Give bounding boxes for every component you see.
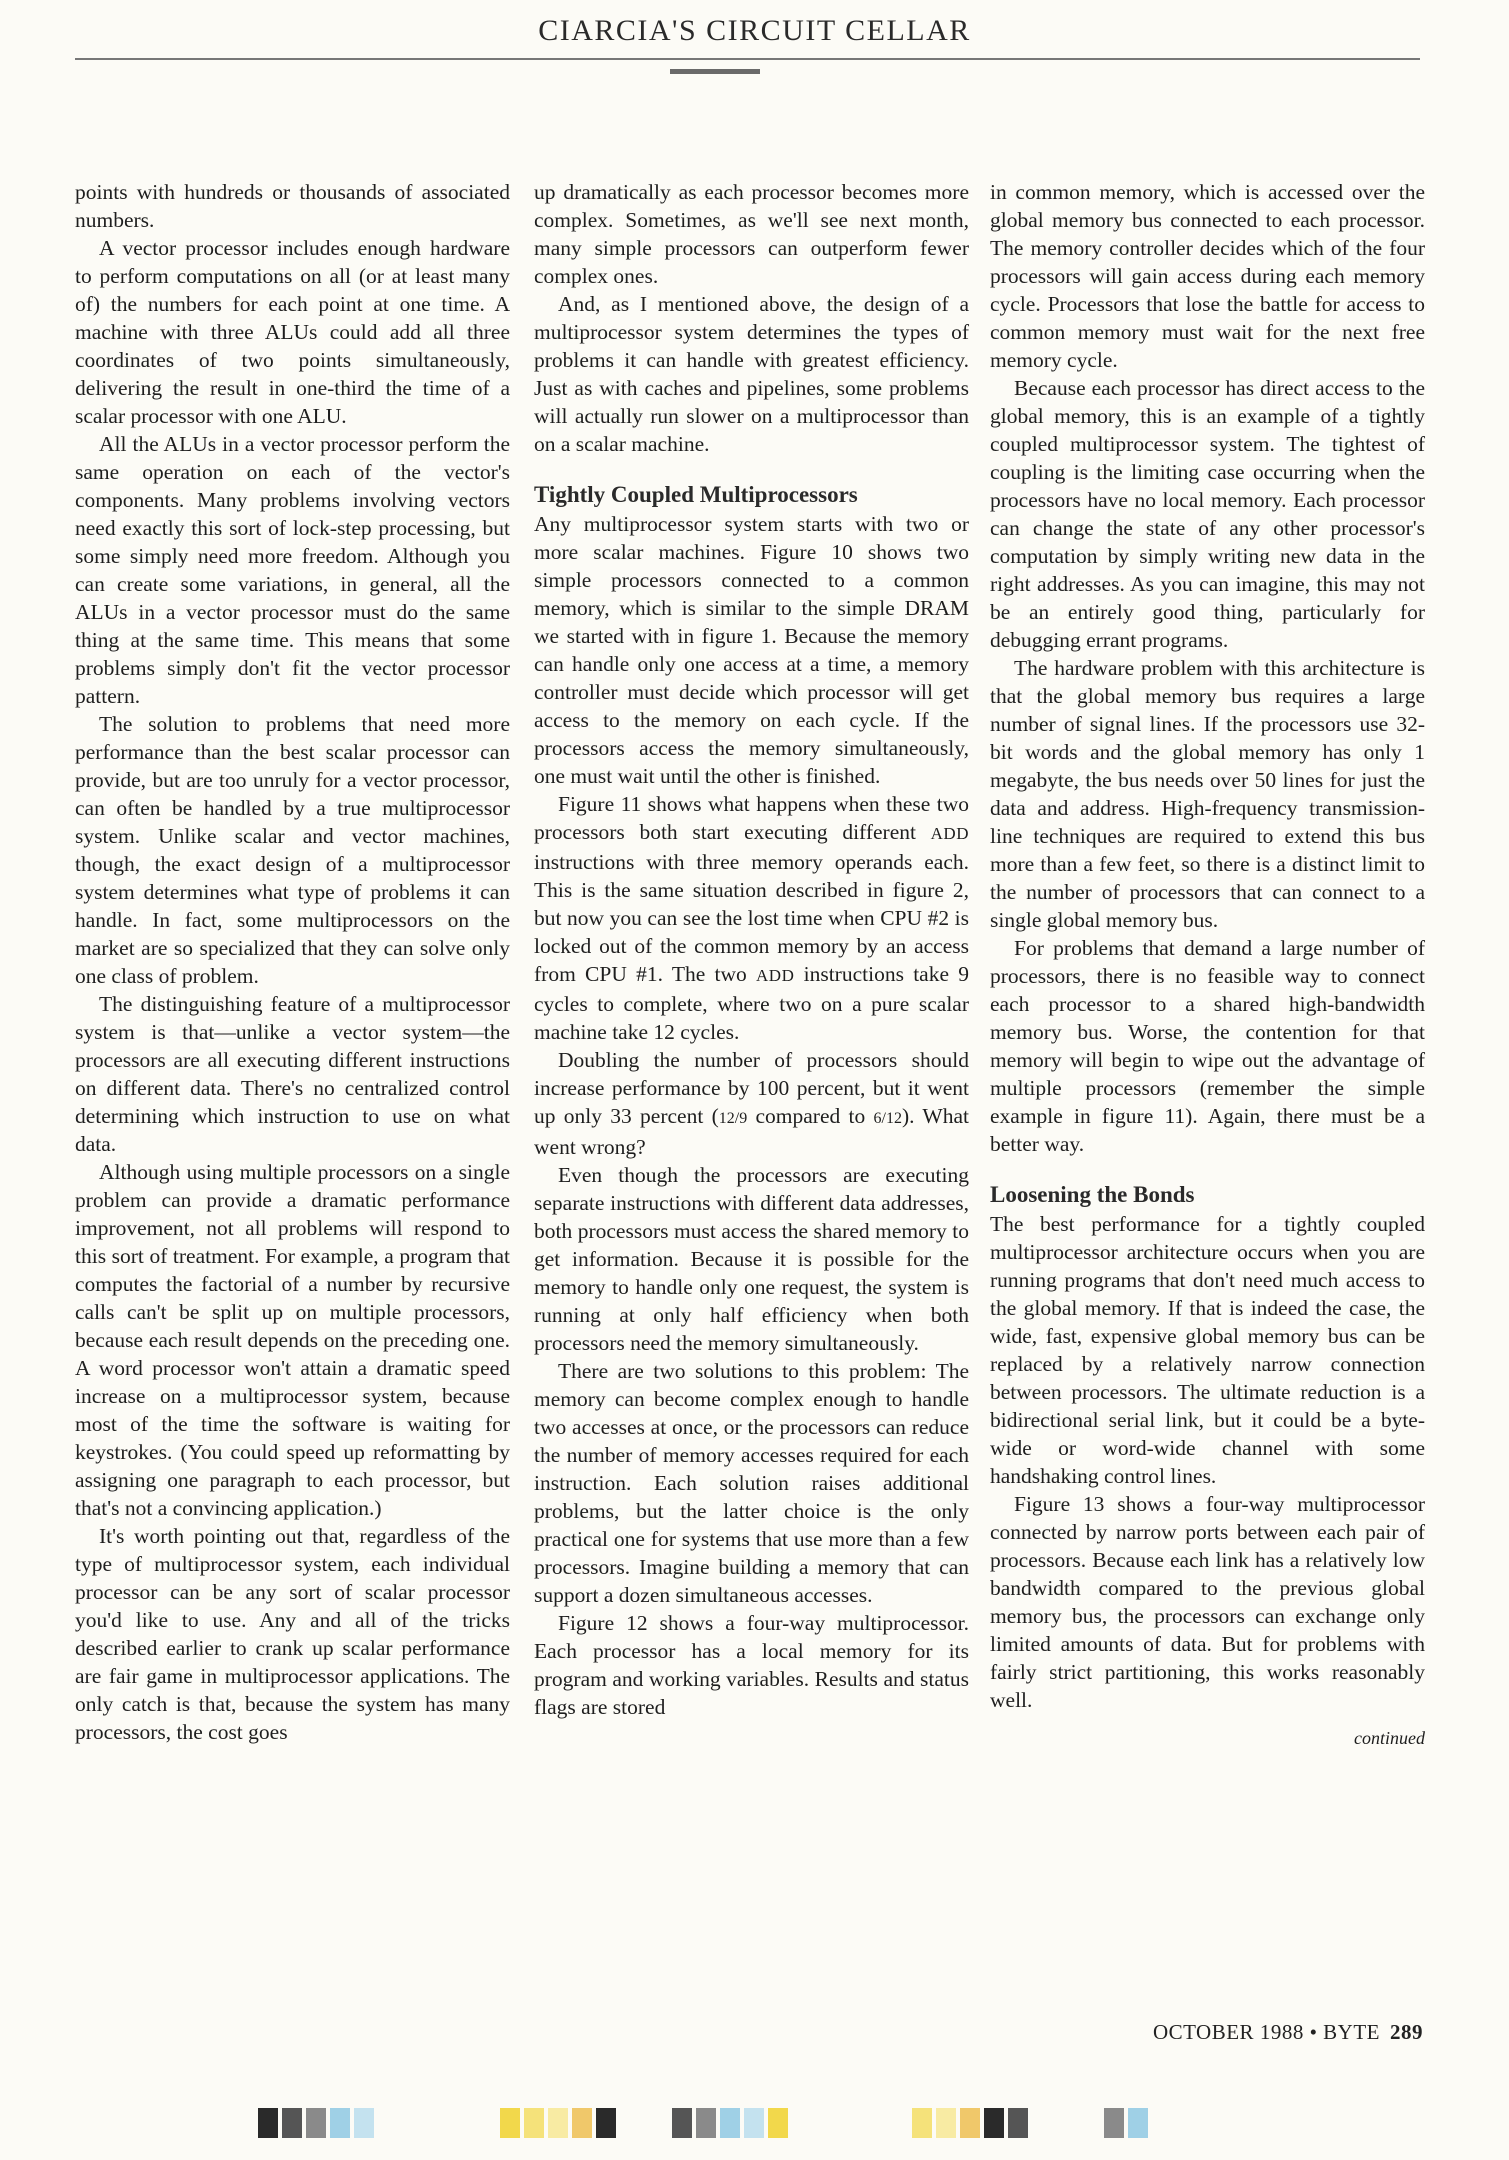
paragraph-segment: ADD: [756, 966, 795, 985]
header-rule: [75, 58, 1420, 60]
paragraph: up dramatically as each processor becomes more complex. Sometimes, as we'll see next month, many simple processors can outperform fewer complex ones.: [534, 180, 969, 288]
color-swatch: [984, 2108, 1004, 2138]
color-swatch: [330, 2108, 350, 2138]
color-swatch: [696, 2108, 716, 2138]
color-swatch: [768, 2108, 788, 2138]
page-footer: [1153, 2020, 1423, 2045]
color-swatch: [524, 2108, 544, 2138]
color-swatch: [936, 2108, 956, 2138]
section-heading: Tightly Coupled Multiprocessors: [534, 482, 858, 507]
paragraph: The hardware problem with this architecture is that the global memory bus requires a large number of signal lines. If the processors use 32-bit words and the global memory has only 1 megabyte, the bus needs over 50 lines for just the data and address. High-frequency transmission-line techniques are required to extend this bus more than a few feet, so there is a distinct limit to the number of processors that can connect to a single global memory bus.: [990, 656, 1425, 932]
color-swatch: [912, 2108, 932, 2138]
paragraph: The solution to problems that need more performance than the best scalar processor can provide, but are too unruly for a vector processor, can often be handled by a true multiprocessor system. Unlike scalar and vector machines, though, the exact design of a multiprocessor system determines what type of problems it can handle. In fact, some multiprocessors on the market are so specialized that they can solve only one class of problem.: [75, 712, 510, 988]
paragraph-segment: 6/12: [873, 1110, 902, 1127]
color-swatch: [572, 2108, 592, 2138]
paragraph: And, as I mentioned above, the design of a multiprocessor system determines the types of problems it can handle with greatest efficiency. Just as with caches and pipelines, some problems will actually run slower on a multiprocessor than on a scalar machine.: [534, 292, 969, 456]
paragraph: [534, 1046, 969, 1161]
continued-label: continued: [1354, 1728, 1425, 1748]
color-swatch: [960, 2108, 980, 2138]
color-swatch: [1104, 2108, 1124, 2138]
color-swatch: [354, 2108, 374, 2138]
paragraph-segment: instructions take 9 cycles to complete, where two on a pure scalar machine take 12 cycles.: [534, 962, 970, 1044]
paragraph: All the ALUs in a vector processor perform the same operation on each of the vector's components. Many problems involving vectors need exactly this sort of lock-step processing, but some simply need more freedom. Although you can create some variations, in general, all the ALUs in a vector processor must do the same thing at the same time. This means that some problems simply don't fit the vector processor pattern.: [75, 432, 510, 708]
paragraph: in common memory, which is accessed over the global memory bus connected to each processor. The memory controller decides which of the four processors will gain access during each memory cycle. Processors that lose the battle for access to common memory must wait for the next free memory cycle.: [990, 180, 1425, 372]
paragraph: The distinguishing feature of a multiprocessor system is that—unlike a vector system—the processors are all executing different instructions on different data. There's no centralized control determining which instruction to use on what data.: [75, 992, 510, 1156]
color-swatch: [548, 2108, 568, 2138]
paragraph: [534, 790, 969, 1046]
paragraph-segment: ADD: [930, 824, 969, 843]
color-swatch: [258, 2108, 278, 2138]
paragraph: Because each processor has direct access to the global memory, this is an example of a tightly coupled multiprocessor system. The tightest of coupling is the limiting case occurring when the processors have no local memory. Each processor can change the state of any other processor's computation by simply writing new data in the right addresses. As you can imagine, this may not be an entirely good thing, particularly for debugging errant programs.: [990, 376, 1425, 652]
text-column-1: [75, 178, 510, 1746]
text-column-2: [534, 178, 969, 1721]
color-swatch: [1008, 2108, 1028, 2138]
header-tab-mark: [670, 69, 760, 74]
paragraph-segment: compared to: [747, 1104, 874, 1128]
paragraph: Although using multiple processors on a single problem can provide a dramatic performance improvement, not all problems will respond to this sort of treatment. For example, a program that computes the factorial of a number by recursive calls can't be split up on multiple processors, because each result depends on the preceding one. A word processor won't attain a dramatic speed increase on a multiprocessor system, because most of the time the software is waiting for keystrokes. (You could speed up reformatting by assigning one paragraph to each processor, but that's not a convincing application.): [75, 1160, 510, 1520]
paragraph: Figure 12 shows a four-way multiprocessor. Each processor has a local memory for its program and working variables. Results and status flags are stored: [534, 1611, 969, 1719]
paragraph: The best performance for a tightly coupled multiprocessor architecture occurs when you are running programs that don't need much access to the global memory. If that is indeed the case, the wide, fast, expensive global memory bus can be replaced by a relatively narrow connection between processors. The ultimate reduction is a bidirectional serial link, but it could be a byte-wide or word-wide channel with some handshaking control lines.: [990, 1212, 1425, 1488]
printer-color-bar: [0, 2108, 1509, 2138]
paragraph: Even though the processors are executing separate instructions with different data addresses, both processors must access the shared memory to get information. Because it is possible for the memory to handle only one request, the system is running at only half efficiency when both processors need the memory simultaneously.: [534, 1163, 969, 1355]
running-header: CIARCIA'S CIRCUIT CELLAR: [538, 14, 971, 47]
color-swatch: [306, 2108, 326, 2138]
color-swatch: [500, 2108, 520, 2138]
color-swatch: [744, 2108, 764, 2138]
paragraph: A vector processor includes enough hardware to perform computations on all (or at least many of) the numbers for each point at one time. A machine with three ALUs could add all three coordinates of two points simultaneously, delivering the result in one-third the time of a scalar processor with one ALU.: [75, 236, 510, 428]
paragraph: It's worth pointing out that, regardless of the type of multiprocessor system, each individual processor can be any sort of scalar processor you'd like to use. Any and all of the tricks described earlier to crank up scalar performance are fair game in multiprocessor applications. The only catch is that, because the system has many processors, the cost goes: [75, 1524, 510, 1744]
paragraph: For problems that demand a large number of processors, there is no feasible way to connect each processor to a shared high-bandwidth memory bus. Worse, the contention for that memory will begin to wipe out the advantage of multiple processors (remember the simple example in figure 11). Again, there must be a better way.: [990, 936, 1425, 1156]
paragraph: Figure 13 shows a four-way multiprocessor connected by narrow ports between each pair of processors. Because each link has a relatively low bandwidth compared to the previous global memory bus, the processors can exchange only limited amounts of data. But for problems with fairly strict partitioning, this works reasonably well.: [990, 1492, 1425, 1712]
paragraph-segment: 12/9: [718, 1110, 748, 1127]
color-swatch: [1128, 2108, 1148, 2138]
section-heading: Loosening the Bonds: [990, 1182, 1195, 1207]
paragraph: points with hundreds or thousands of associated numbers.: [75, 180, 510, 232]
color-swatch: [720, 2108, 740, 2138]
color-swatch: [596, 2108, 616, 2138]
text-column-3: [990, 178, 1425, 1752]
page-number: 289: [1390, 2020, 1423, 2044]
paragraph-segment: instructions with three memory operands each. This is the same situation described in figure 2, but now you can see the lost time when CPU #2 is locked out of the common memory by an access from CPU #1. The two: [534, 850, 969, 986]
color-swatch: [282, 2108, 302, 2138]
color-swatch: [672, 2108, 692, 2138]
paragraph-segment: Doubling the number of processors should increase performance by 100 percent, but it went up only 33 percent (: [534, 1048, 969, 1128]
paragraph: There are two solutions to this problem: The memory can become complex enough to handle two accesses at once, or the processors can reduce the number of memory accesses required for each instruction. Each solution raises additional problems, but the latter choice is the only practical one for systems that use more than a few processors. Imagine building a memory that can support a dozen simultaneous accesses.: [534, 1359, 969, 1607]
footer-issue: OCTOBER 1988 • BYTE: [1152, 2020, 1380, 2044]
paragraph-segment: Figure 11 shows what happens when these two processors both start executing different: [534, 792, 969, 844]
paragraph: Any multiprocessor system starts with two or more scalar machines. Figure 10 shows two simple processors connected to a common memory, which is similar to the simple DRAM we started with in figure 1. Because the memory can handle only one access at a time, a memory controller must decide which processor will get access to the memory on each cycle. If the processors access the memory simultaneously, one must wait until the other is finished.: [534, 512, 969, 788]
paragraph-segment: ). What went wrong?: [534, 1104, 969, 1159]
